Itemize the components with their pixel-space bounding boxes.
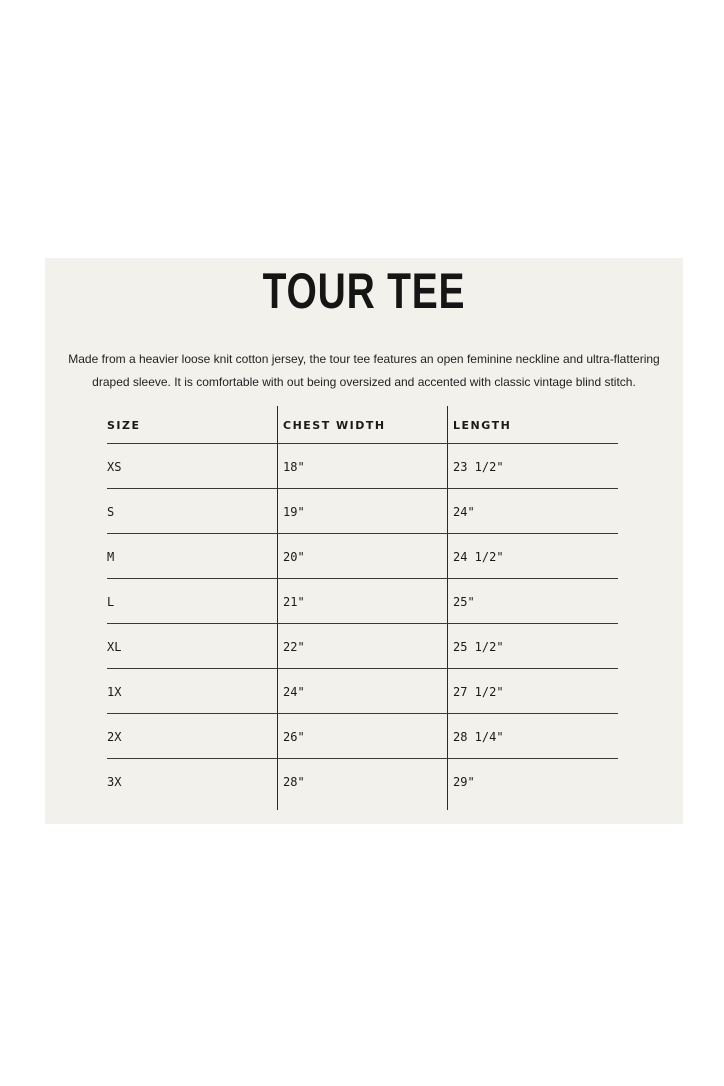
chest-cell: 28" [283, 775, 305, 789]
table-row [107, 579, 618, 624]
table-row [107, 759, 618, 804]
size-chart-card [45, 258, 683, 824]
table-row [107, 714, 618, 759]
size-cell: S [107, 505, 115, 519]
description-line-2: draped sleeve. It is comfortable with out being oversized and accented with classic vintage blind stitch. [92, 375, 636, 389]
chest-cell: 24" [283, 685, 305, 699]
size-cell: 2X [107, 730, 122, 744]
header-length: LENGTH [453, 419, 512, 432]
chest-cell: 26" [283, 730, 305, 744]
size-cell: M [107, 550, 115, 564]
product-description [45, 348, 683, 394]
size-cell: 1X [107, 685, 122, 699]
chest-cell: 19" [283, 505, 305, 519]
size-cell: XS [107, 460, 122, 474]
length-cell: 24 1/2" [453, 550, 504, 564]
table-header-row [107, 406, 618, 444]
chest-cell: 22" [283, 640, 305, 654]
size-cell: L [107, 595, 115, 609]
length-cell: 23 1/2" [453, 460, 504, 474]
length-cell: 27 1/2" [453, 685, 504, 699]
length-cell: 28 1/4" [453, 730, 504, 744]
chest-cell: 18" [283, 460, 305, 474]
length-cell: 29" [453, 775, 475, 789]
header-chest-width: CHEST WIDTH [283, 419, 386, 432]
length-cell: 25 1/2" [453, 640, 504, 654]
header-size: SIZE [107, 419, 141, 432]
size-table [107, 406, 618, 810]
size-cell: 3X [107, 775, 122, 789]
description-line-1: Made from a heavier loose knit cotton jersey, the tour tee features an open feminine neckline and ultra-flattering [68, 352, 660, 366]
table-row [107, 489, 618, 534]
page-title: TOUR TEE [262, 263, 466, 319]
size-cell: XL [107, 640, 122, 654]
chest-cell: 20" [283, 550, 305, 564]
table-row [107, 624, 618, 669]
length-cell: 25" [453, 595, 475, 609]
table-row [107, 444, 618, 489]
table-row [107, 669, 618, 714]
length-cell: 24" [453, 505, 475, 519]
chest-cell: 21" [283, 595, 305, 609]
table-row [107, 534, 618, 579]
